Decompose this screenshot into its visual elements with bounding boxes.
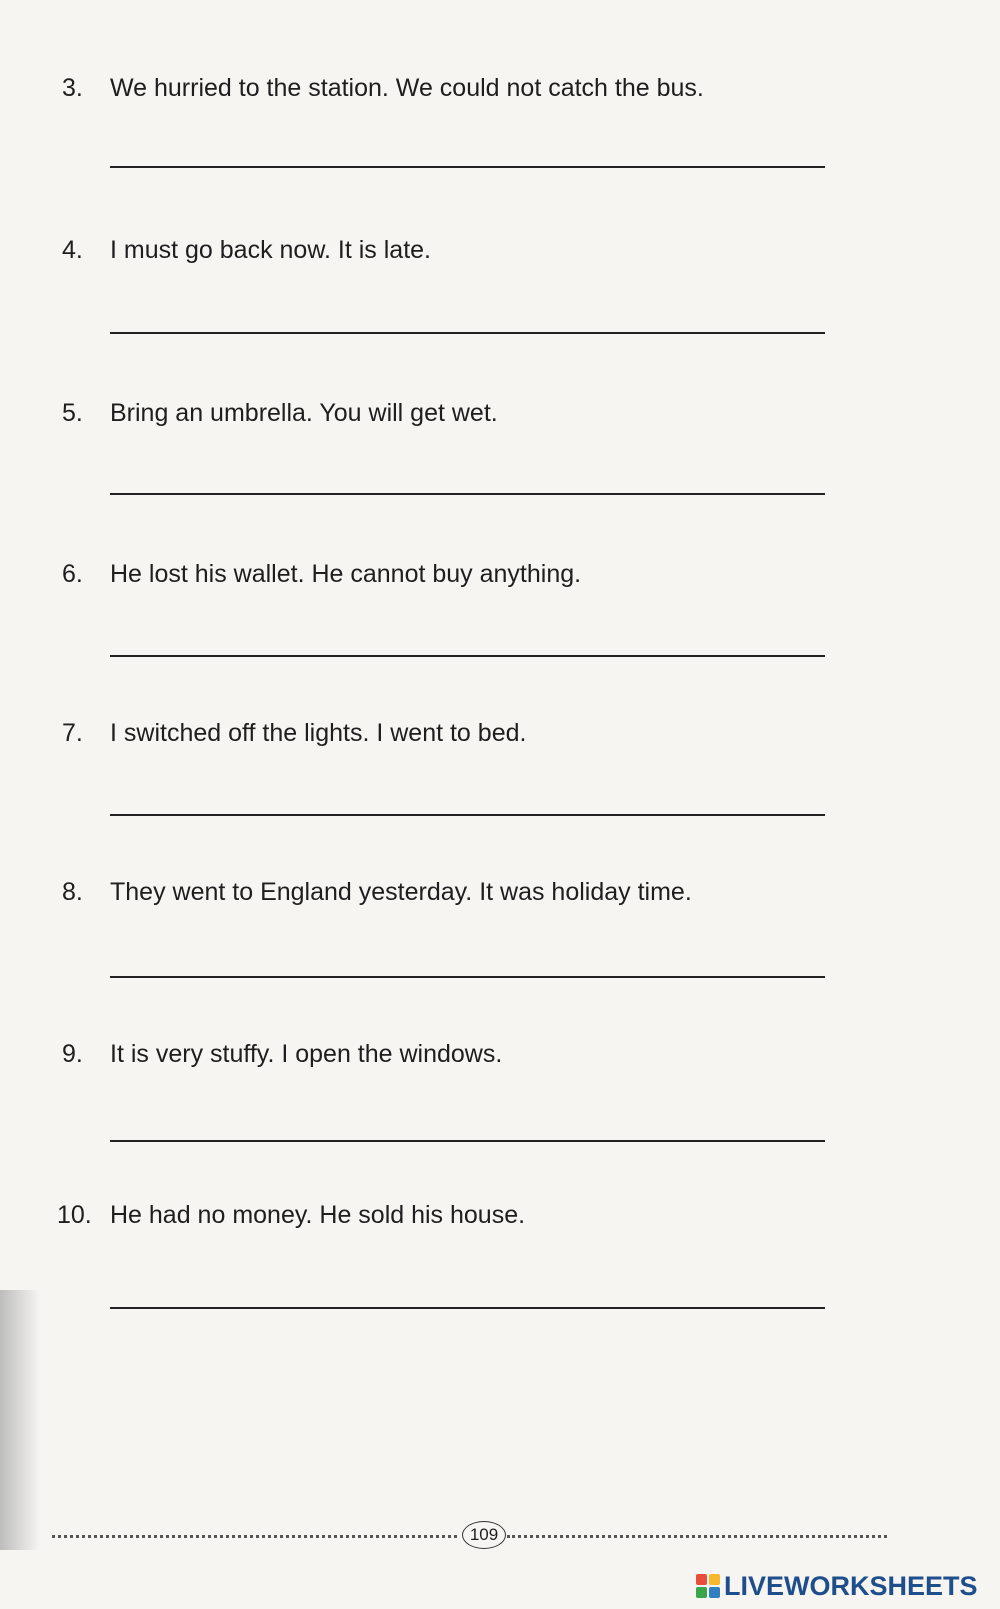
page-number: 109 (462, 1521, 506, 1549)
page-footer (52, 1520, 892, 1550)
exercise-item-8 (0, 878, 1000, 1038)
exercise-item-6 (0, 560, 1000, 720)
answer-line[interactable] (110, 655, 825, 657)
answer-line[interactable] (110, 332, 825, 334)
answer-line[interactable] (110, 166, 825, 168)
exercise-number: 10. (57, 1201, 92, 1229)
answer-line[interactable] (110, 493, 825, 495)
exercise-number: 5. (62, 399, 83, 427)
exercise-number: 7. (62, 719, 83, 747)
answer-line[interactable] (110, 1140, 825, 1142)
answer-line[interactable] (110, 814, 825, 816)
exercise-sentence: Bring an umbrella. You will get wet. (110, 399, 498, 427)
exercise-number: 6. (62, 560, 83, 588)
brand-name: LIVEWORKSHEETS (724, 1570, 978, 1601)
liveworksheets-brand (696, 1571, 978, 1601)
footer-dotted-rule (507, 1535, 887, 1538)
liveworksheets-logo-icon (696, 1574, 720, 1598)
answer-line[interactable] (110, 976, 825, 978)
exercise-sentence: We hurried to the station. We could not catch the bus. (110, 74, 704, 102)
exercise-number: 4. (62, 236, 83, 264)
exercise-number: 8. (62, 878, 83, 906)
exercise-item-3 (0, 74, 1000, 234)
exercise-item-10 (0, 1201, 1000, 1361)
exercise-item-7 (0, 719, 1000, 879)
exercise-sentence: He had no money. He sold his house. (110, 1201, 526, 1229)
exercise-number: 3. (62, 74, 83, 102)
exercise-sentence: He lost his wallet. He cannot buy anything. (110, 560, 582, 588)
exercise-item-5 (0, 399, 1000, 559)
exercise-item-4 (0, 236, 1000, 396)
exercise-sentence: It is very stuffy. I open the windows. (110, 1040, 503, 1068)
exercise-sentence: I must go back now. It is late. (110, 236, 431, 264)
exercise-sentence: I switched off the lights. I went to bed. (110, 719, 527, 747)
answer-line[interactable] (110, 1307, 825, 1309)
exercise-item-9 (0, 1040, 1000, 1200)
exercise-sentence: They went to England yesterday. It was holiday time. (110, 878, 692, 906)
footer-dotted-rule (52, 1535, 457, 1538)
exercise-number: 9. (62, 1040, 83, 1068)
